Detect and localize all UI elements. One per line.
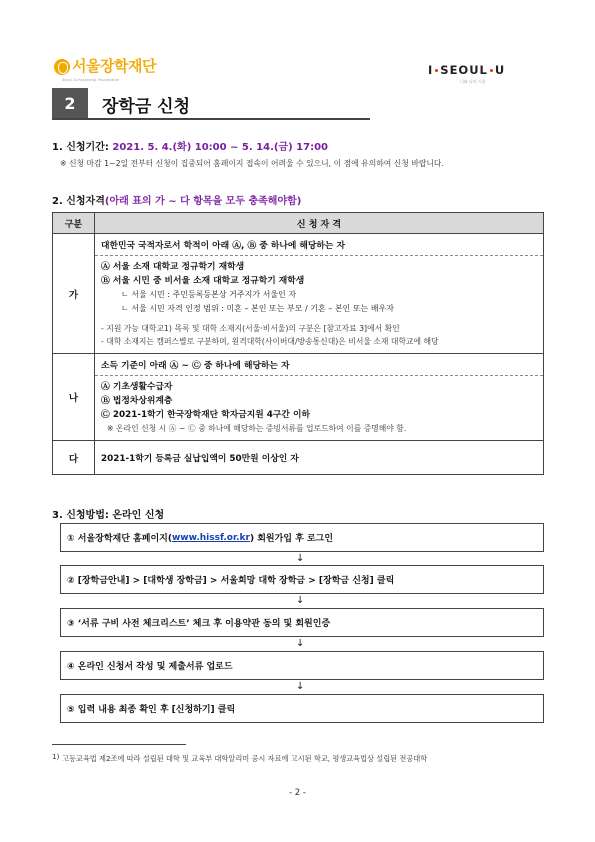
page-number: - 2 - (289, 788, 306, 798)
brand-dot-icon (490, 69, 493, 72)
period-heading (52, 138, 328, 153)
brand-dot-icon (435, 69, 438, 72)
col-qualification-header: 신 청 자 격 (95, 213, 544, 234)
row-na-head: 소득 기준이 아래 Ⓐ ~ Ⓒ 중 하나에 해당하는 자 (95, 354, 543, 376)
seoul-brand-logo (428, 63, 505, 77)
step-1-post: ) 회원가입 후 로그인 (249, 534, 334, 544)
step-3: ③ ‘서류 구비 사전 체크리스트’ 체크 후 이용약관 동의 및 회원인증 (60, 608, 544, 637)
homepage-link[interactable]: www.hissf.or.kr (171, 532, 250, 543)
row-category-da: 다 (53, 441, 95, 475)
step-4: ④ 온라인 신청서 작성 및 제출서류 업로드 (60, 651, 544, 680)
row-category-ga: 가 (53, 234, 95, 354)
logo-subtitle: Seoul Scholarship Foundation (62, 78, 120, 82)
row-ga-note1: - 지원 가능 대학교1) 목록 및 대학 소재지(서울·비서울)의 구분은 [참고자료 3]에서 확인 (101, 324, 400, 333)
footnote-text: 고등교육법 제2조에 따라 설립된 대학 및 교육부 대학알리미 공시 자료에 고시된 학교, 평생교육법상 설립된 전공대학 (62, 754, 428, 763)
period-label: 1. 신청기간: (52, 142, 109, 153)
logo-emblem-icon (54, 59, 70, 75)
section-divider (52, 118, 370, 120)
row-na-body (95, 376, 543, 440)
footnote-number: 1) (52, 752, 60, 761)
down-arrow-icon: ↓ (296, 681, 305, 692)
row-na-note: ※ 온라인 신청 시 Ⓐ ~ Ⓒ 중 하나에 해당하는 증빙서류를 업로드하여 이를 증명해야 함. (107, 424, 407, 433)
section-title: 장학금 신청 (102, 97, 191, 117)
qualification-heading (52, 192, 301, 207)
row-na-c: Ⓒ 2021-1학기 한국장학재단 학자금지원 4구간 이하 (101, 410, 310, 420)
foundation-logo (54, 58, 156, 75)
seoul-brand-i: I (428, 63, 434, 77)
method-heading: 3. 신청방법: 온라인 신청 (52, 510, 165, 521)
row-ga-sub2: ㄴ 서울 시민 자격 인정 범위 : 미혼 – 본인 또는 부모 / 기혼 – 본인 또는 배우자 (121, 304, 395, 313)
step-1-pre: ① 서울장학재단 홈페이지( (67, 534, 172, 544)
seoul-brand-subtitle: 너와 나의 서울 (460, 79, 486, 84)
row-na-a: Ⓐ 기초생활수급자 (101, 382, 173, 392)
step-1 (60, 523, 544, 552)
step-2: ② [장학금안내] > [대학생 장학금] > 서울희망 대학 장학금 > [장학금 신청] 클릭 (60, 565, 544, 594)
logo-text: 서울장학재단 (72, 57, 156, 75)
down-arrow-icon: ↓ (296, 595, 305, 606)
row-ga-a: Ⓐ 서울 소재 대학교 정규학기 재학생 (101, 262, 245, 272)
row-content-da: 2021-1학기 등록금 실납입액이 50만원 이상인 자 (95, 441, 544, 475)
row-ga-sub1: ㄴ 서울 시민 : 주민등록등본상 거주지가 서울인 자 (121, 290, 297, 299)
seoul-brand-seoul: SEOUL (440, 63, 488, 77)
row-na-b: Ⓑ 법정차상위계층 (101, 396, 173, 406)
table-row (53, 354, 544, 441)
qualification-accent: (아래 표의 가 ~ 다 항목을 모두 충족해야함) (104, 196, 302, 207)
table-header-row (53, 213, 544, 234)
row-ga-body (95, 256, 543, 353)
col-category-header: 구분 (53, 213, 95, 234)
down-arrow-icon: ↓ (296, 638, 305, 649)
down-arrow-icon: ↓ (296, 553, 305, 564)
qualification-label: 2. 신청자격 (52, 196, 105, 207)
row-ga-head: 대한민국 국적자로서 학적이 아래 Ⓐ, Ⓑ 중 하나에 해당하는 자 (95, 234, 543, 256)
step-5: ⑤ 입력 내용 최종 확인 후 [신청하기] 클릭 (60, 694, 544, 723)
row-content-na (95, 354, 544, 441)
section-number: 2 (52, 88, 88, 118)
qualification-table (52, 212, 544, 475)
period-value: 2021. 5. 4.(화) 10:00 ~ 5. 14.(금) 17:00 (112, 142, 329, 153)
period-note: ※ 신청 마감 1~2일 전부터 신청이 집중되어 홈페이지 접속이 어려울 수 있으니, 이 점에 유의하여 신청 바랍니다. (60, 159, 444, 168)
table-row (53, 441, 544, 475)
table-row (53, 234, 544, 354)
seoul-brand-u: U (494, 63, 506, 77)
row-category-na: 나 (53, 354, 95, 441)
row-ga-note2: - 대학 소재지는 캠퍼스별로 구분하며, 원격대학(사이버대/방송통신대)은 비서울 소재 대학교에 해당 (101, 337, 439, 346)
row-ga-b: Ⓑ 서울 시민 중 비서울 소재 대학교 정규학기 재학생 (101, 276, 305, 286)
footnote-divider (52, 744, 186, 745)
row-content-ga (95, 234, 544, 354)
